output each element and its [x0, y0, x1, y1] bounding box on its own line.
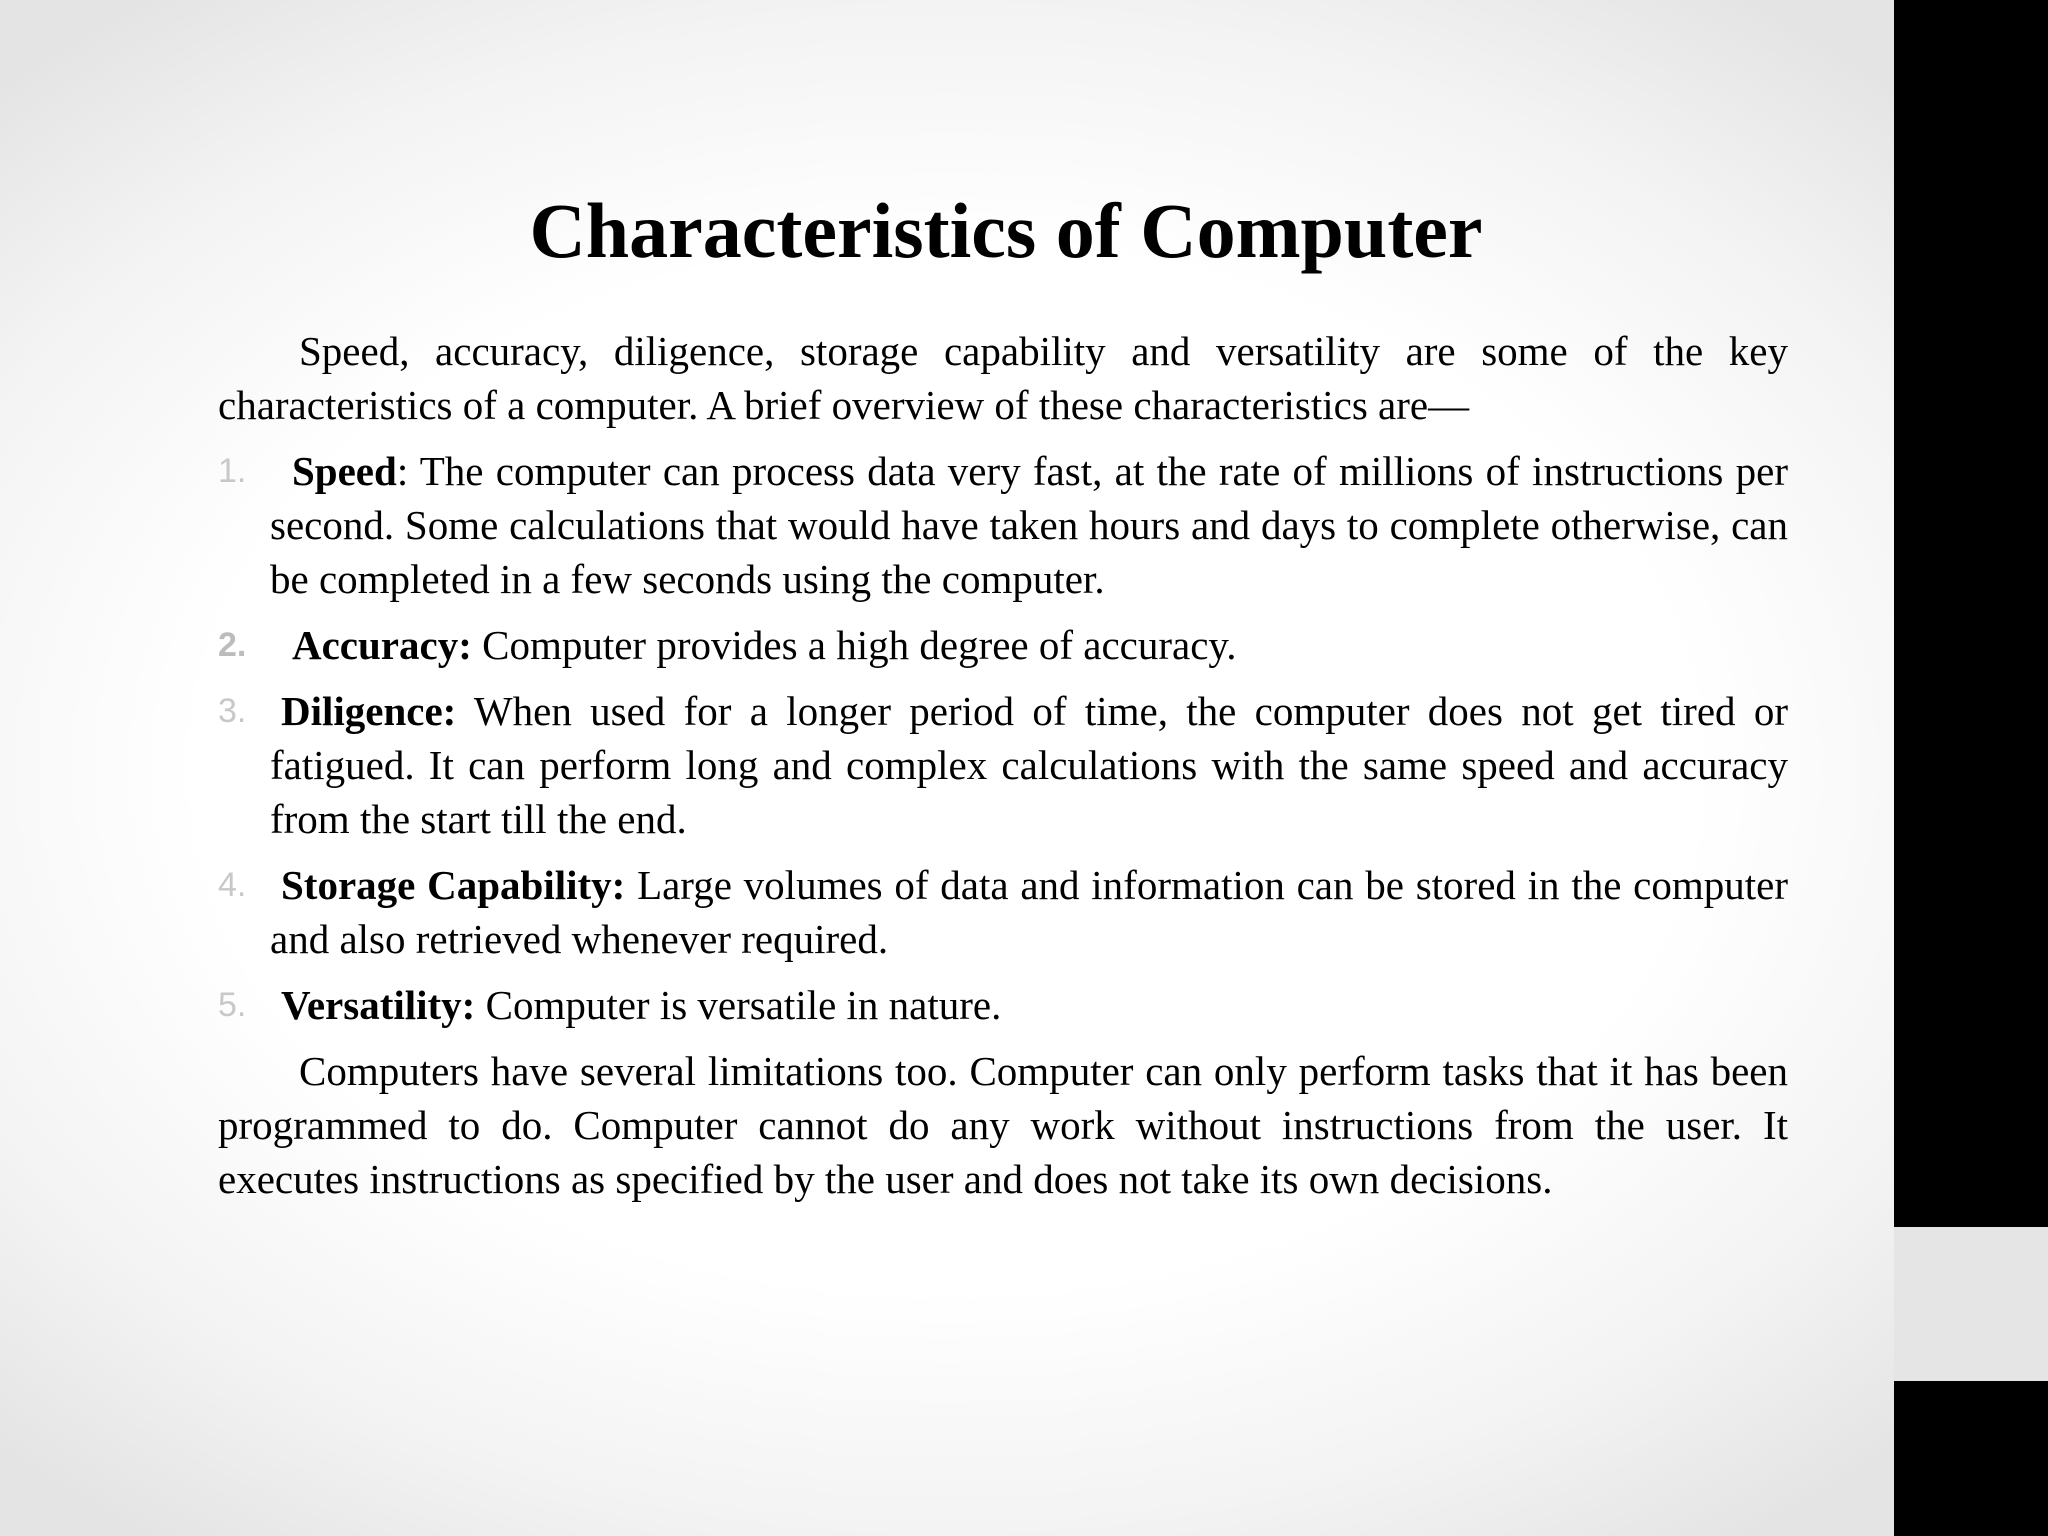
- list-term-separator: :: [396, 448, 409, 494]
- list-item-storage-capability: [218, 858, 1788, 966]
- list-text: Large volumes of data and information can be stored in the computer and also retrieved whenever required.: [270, 862, 1788, 962]
- intro-paragraph: Speed, accuracy, diligence, storage capability and versatility are some of the key characteristics of a computer. A brief overview of these characteristics are—: [218, 328, 1788, 428]
- characteristics-list: [218, 444, 1788, 1032]
- list-number: 3.: [218, 692, 247, 730]
- list-term: Diligence:: [281, 688, 457, 734]
- conclusion-paragraph: Computers have several limitations too. Computer can only perform tasks that it has been programmed to do. Computer cannot do any work without instructions from the user. It executes instructions as specified by the user and does not take its own decisions.: [218, 1048, 1788, 1202]
- list-item-speed: [218, 444, 1788, 606]
- list-item-versatility: [218, 978, 1788, 1032]
- list-text: Computer provides a high degree of accuracy.: [471, 622, 1237, 668]
- list-number: 5.: [218, 986, 247, 1024]
- list-number: 4.: [218, 866, 247, 904]
- list-text: The computer can process data very fast, at the rate of millions of instructions per second. Some calculations that would have taken hours and days to complete otherwise, can be completed in a few seconds using the computer.: [270, 448, 1788, 602]
- list-text: Computer is versatile in nature.: [475, 982, 1002, 1028]
- list-number: 2.: [218, 626, 247, 664]
- list-item-accuracy: [218, 618, 1788, 672]
- list-item-diligence: [218, 684, 1788, 846]
- list-term: Versatility:: [281, 982, 476, 1028]
- list-term: Storage Capability:: [281, 862, 626, 908]
- slide-title: Characteristics of Computer: [529, 187, 1483, 274]
- list-term: Speed: [292, 448, 397, 494]
- list-text: When used for a longer period of time, the computer does not get tired or fatigued. It can perform long and complex calculations with the same speed and accuracy from the start till the end.: [270, 688, 1788, 842]
- list-number: 1.: [218, 452, 247, 490]
- list-term: Accuracy:: [292, 622, 472, 668]
- slide-edge-accent: [1894, 1227, 2048, 1381]
- slide-body: [218, 324, 1788, 1206]
